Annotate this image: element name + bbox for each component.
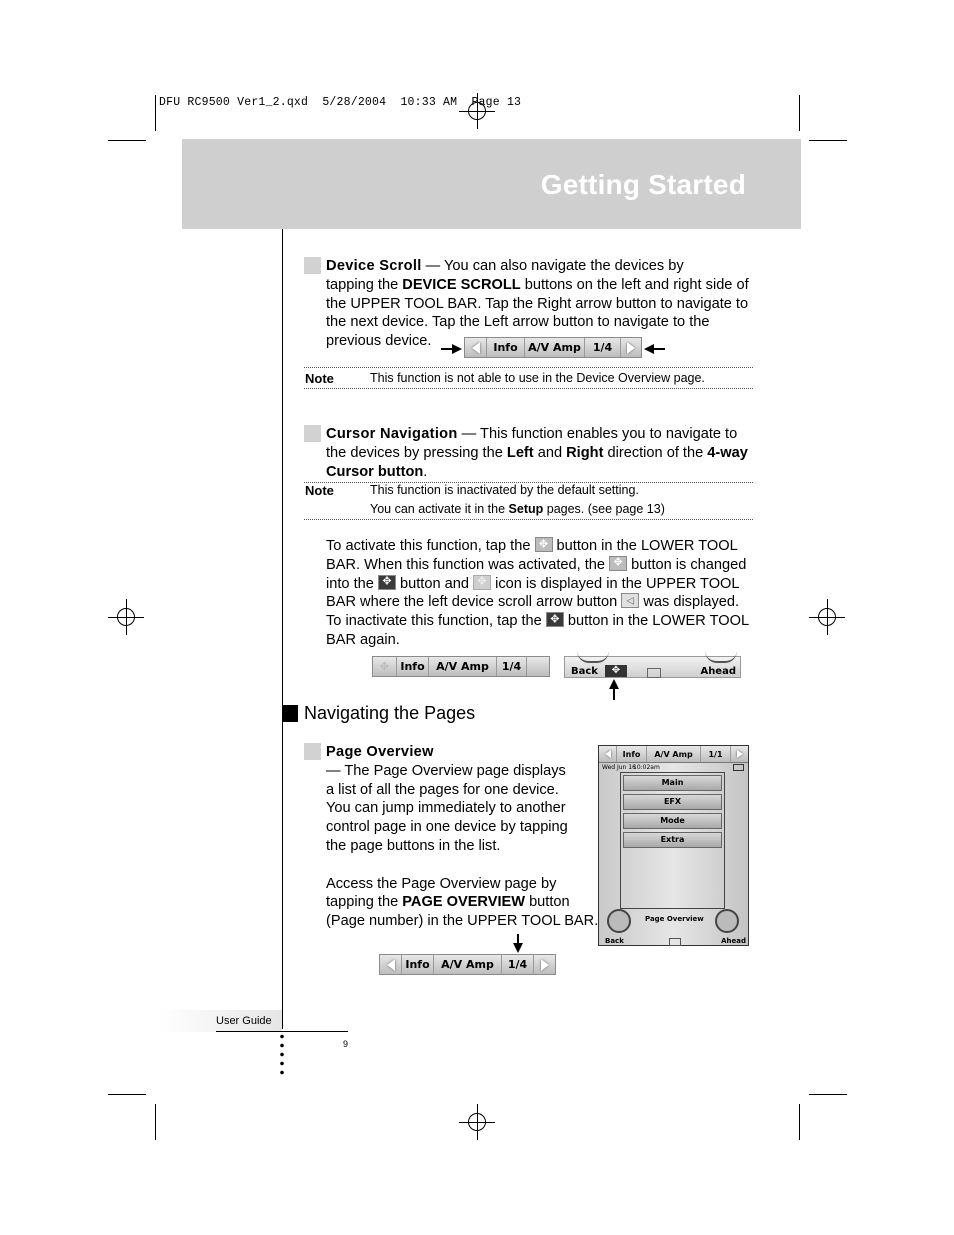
ahead-wheel-icon[interactable] bbox=[715, 909, 739, 933]
triangle-left-icon bbox=[605, 750, 611, 758]
device-name-label: A/V Amp bbox=[429, 657, 497, 676]
upper-toolbar-2 bbox=[372, 656, 550, 677]
dotted-marker bbox=[280, 1032, 284, 1078]
section-heading: Navigating the Pages bbox=[304, 703, 476, 723]
cursor-indicator-icon: ✥ bbox=[473, 575, 491, 590]
page-number: 9 bbox=[343, 1039, 349, 1049]
book-icon bbox=[647, 668, 661, 678]
print-slug: DFU RC9500 Ver1_2.qxd 5/28/2004 10:33 AM Page 13 bbox=[159, 96, 522, 109]
book-icon bbox=[669, 938, 681, 946]
cursor-navigation-block: Cursor Navigation — This function enables you to navigate to the devices by pressing the Left and Right direction of the 4-way Cursor button. bbox=[326, 426, 748, 480]
header-band bbox=[182, 139, 801, 229]
device-name-label: A/V Amp bbox=[434, 955, 502, 974]
activate-paragraph: To activate this function, tap the ✥ button in the LOWER TOOL BAR. When this function was activated, the ✥ button is changed into the ✥ button and ✥ icon is displayed in the UPPER TOOL BAR where the left device scroll arrow button ◁ was displayed. To inactivate this function, tap the ✥ button in the LOWER TOOL BAR again. bbox=[326, 538, 750, 648]
upper-toolbar-1 bbox=[464, 337, 642, 358]
cursor-button[interactable]: ✥ bbox=[605, 665, 627, 677]
registration-mark-left bbox=[108, 599, 144, 635]
arrow-down-icon bbox=[513, 943, 523, 953]
device-scroll-left-button[interactable] bbox=[380, 955, 402, 974]
device-scroll-right-button[interactable] bbox=[621, 338, 641, 357]
device-scroll-heading: Device Scroll bbox=[326, 258, 422, 274]
page-list-item[interactable]: Main bbox=[623, 775, 722, 791]
page-overview-block: Page Overview — The Page Overview page displays a list of all the pages for one device. You can jump immediately to another control page in one device by tapping the page buttons in the list. Access the Page Overview page by tapping the PAGE OVERVIEW button (Page number) in the UPPER TOOL BAR. bbox=[326, 744, 599, 930]
page-list-item[interactable]: Mode bbox=[623, 813, 722, 829]
page-number-button[interactable]: 1/4 bbox=[497, 657, 527, 676]
registration-mark-right bbox=[809, 599, 845, 635]
page-list-item[interactable]: EFX bbox=[623, 794, 722, 810]
upper-toolbar-3 bbox=[379, 954, 556, 975]
cursor-active-icon: ✥ bbox=[378, 575, 396, 590]
page-list-item[interactable]: Extra bbox=[623, 832, 722, 848]
section-marker bbox=[283, 705, 298, 722]
cursor-icon: ✥ bbox=[535, 537, 553, 552]
device-scroll-right-button[interactable] bbox=[534, 955, 555, 974]
page-overview-label: Page Overview bbox=[645, 915, 704, 923]
vertical-rule bbox=[282, 229, 283, 1029]
screen-toolbar: Info A/V Amp 1/1 bbox=[599, 746, 748, 763]
bullet-square bbox=[304, 743, 321, 760]
device-scroll-block: Device Scroll — You can also navigate the devices by tapping the DEVICE SCROLL buttons on the left and right side of the UPPER TOOL BAR. Tap the Right arrow button to navigate to the next device. Tap the Left arrow button to navigate to the previous device. bbox=[326, 258, 749, 350]
battery-icon bbox=[733, 764, 744, 771]
triangle-left-icon bbox=[472, 342, 480, 354]
note-label: Note bbox=[305, 371, 334, 386]
page-title: Getting Started bbox=[540, 169, 746, 200]
bullet-square bbox=[304, 425, 321, 442]
back-wheel-icon[interactable] bbox=[607, 909, 631, 933]
info-button[interactable]: Info bbox=[402, 955, 434, 974]
back-button[interactable]: Back bbox=[571, 666, 598, 677]
lower-toolbar bbox=[564, 656, 741, 678]
info-button[interactable]: Info bbox=[487, 338, 525, 357]
registration-mark-bottom bbox=[459, 1104, 495, 1140]
triangle-right-icon bbox=[541, 959, 549, 971]
triangle-right-icon bbox=[627, 342, 635, 354]
note-text: This function is inactivated by the default setting. You can activate it in the Setup pages. (see page 13) bbox=[370, 483, 665, 516]
page-overview-heading: Page Overview bbox=[326, 744, 434, 760]
cursor-indicator-icon: ✥ bbox=[373, 657, 397, 676]
cursor-icon: ✥ bbox=[609, 556, 627, 571]
page-number-button[interactable]: 1/4 bbox=[585, 338, 621, 357]
ahead-button[interactable]: Ahead bbox=[700, 666, 736, 677]
triangle-left-icon bbox=[387, 959, 395, 971]
page-overview-button[interactable]: 1/4 bbox=[502, 955, 534, 974]
footer-label: User Guide bbox=[216, 1015, 272, 1027]
note-label: Note bbox=[305, 483, 334, 498]
cursor-navigation-heading: Cursor Navigation bbox=[326, 426, 458, 442]
device-scroll-left-button[interactable] bbox=[465, 338, 487, 357]
device-name-label: A/V Amp bbox=[525, 338, 585, 357]
triangle-right-icon bbox=[737, 750, 743, 758]
info-button[interactable]: Info bbox=[397, 657, 429, 676]
cursor-active-icon: ✥ bbox=[546, 612, 564, 627]
scroll-left-arrow-icon: ◁ bbox=[621, 593, 639, 608]
device-screen: Info A/V Amp 1/1 Wed Jun 16 10:02am Main EFX Mode Extra Page Overview Back Ahead bbox=[598, 745, 749, 946]
note-text: This function is not able to use in the Device Overview page. bbox=[370, 371, 705, 385]
page-list bbox=[620, 772, 725, 909]
bullet-square bbox=[304, 257, 321, 274]
arrow-right-icon bbox=[452, 344, 462, 354]
